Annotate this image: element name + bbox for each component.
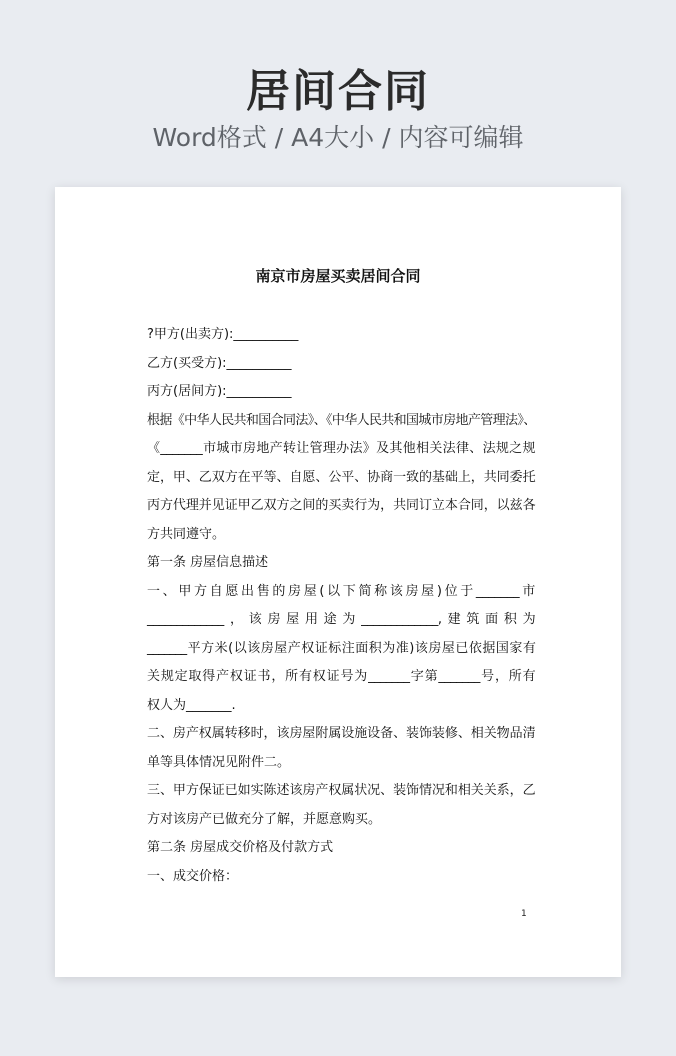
paragraph-line: 方对该房产已做充分了解，并愿意购买。 xyxy=(147,811,382,827)
document-page xyxy=(55,187,621,977)
paragraph-line: 一、成交价格： xyxy=(147,868,239,884)
document-body xyxy=(147,321,535,891)
paragraph-line: 方共同遵守。 xyxy=(147,526,226,542)
party-b-line: 乙方(买受方):__________ xyxy=(147,355,292,371)
party-a-line: ?甲方(出卖方):__________ xyxy=(147,327,299,342)
paragraph-line: 定，甲、乙双方在平等、自愿、公平、协商一致的基础上，共同委托 xyxy=(147,469,535,485)
party-c-line: 丙方(居间方):__________ xyxy=(147,384,292,399)
paragraph-line: 丙方代理并见证甲乙双方之间的买卖行为，共同订立本合同，以兹各 xyxy=(147,498,535,513)
paragraph-line: 根据《中华人民共和国合同法》、《中华人民共和国城市房地产管理法》、 xyxy=(147,412,535,428)
paragraph-line: 二、房产权属转移时，该房屋附属设施设备、装饰装修、相关物品清 xyxy=(147,726,535,741)
page-subheading: Word格式 / A4大小 / 内容可编辑 xyxy=(152,123,524,152)
paragraph-line: 关规定取得产权证书，所有权证号为_______字第_______号，所有 xyxy=(147,669,535,684)
paragraph-line: 三、甲方保证已如实陈述该房产权属状况、装饰情况和相关关系，乙 xyxy=(147,783,535,798)
document-title: 南京市房屋买卖居间合同 xyxy=(255,267,421,285)
paragraph-line: _______平方米(以该房屋产权证标注面积为准)该房屋已依据国家有 xyxy=(147,640,535,656)
page-number: 1 xyxy=(521,909,527,919)
paragraph-line: 《_______市城市房地产转让管理办法》及其他相关法律、法规之规 xyxy=(147,441,535,456)
paragraph-line: _____________，该房屋用途为_____________,建筑面积为 xyxy=(147,612,535,627)
paragraph-line: 一、甲方自愿出售的房屋(以下简称该房屋)位于_______市 xyxy=(147,583,535,599)
section-heading: 第二条 房屋成交价格及付款方式 xyxy=(147,840,334,855)
section-heading: 第一条 房屋信息描述 xyxy=(147,555,269,570)
page-heading: 居间合同 xyxy=(246,66,430,117)
paragraph-line: 权人为_______. xyxy=(147,697,236,713)
paragraph-line: 单等具体情况见附件二。 xyxy=(147,754,291,770)
